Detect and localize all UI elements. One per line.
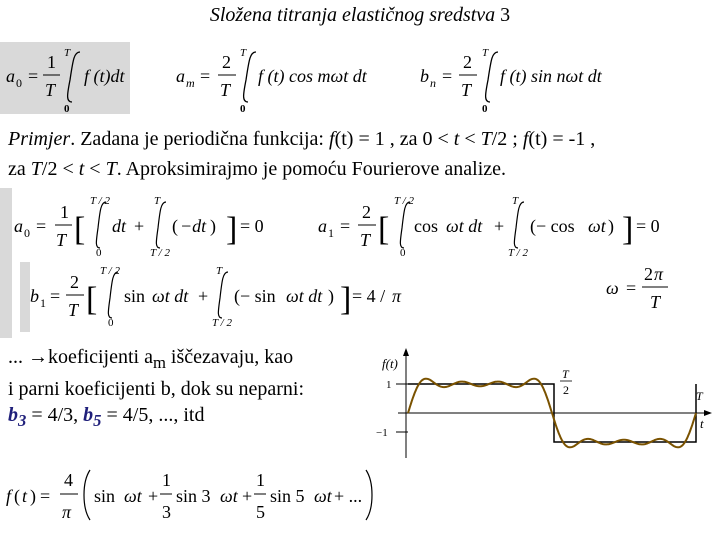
svg-text:T: T [650, 292, 661, 312]
am-lhs: a [176, 66, 185, 86]
svg-text:T / 2: T / 2 [150, 247, 170, 259]
am-den: T [220, 80, 231, 100]
svg-text:]: ] [622, 211, 634, 248]
svg-text:+: + [198, 286, 209, 306]
coefficient-formulas [0, 40, 720, 120]
svg-text:(: ( [172, 216, 178, 236]
svg-text:T: T [216, 265, 223, 277]
svg-text:T: T [360, 230, 371, 250]
svg-text:0: 0 [400, 247, 406, 259]
a0-upper: T [64, 47, 71, 59]
para-lt1: < [459, 128, 481, 150]
svg-text:T / 2: T / 2 [90, 195, 110, 207]
svg-text:[: [ [378, 211, 390, 248]
svg-text:ωt: ωt [220, 486, 238, 506]
bn-formula [420, 47, 603, 115]
para-half1: /2 ; [491, 128, 523, 150]
svg-text:+: + [134, 216, 145, 236]
square-wave-graph [378, 348, 720, 460]
bn-sub: n [430, 76, 436, 90]
svg-text:1: 1 [60, 202, 69, 222]
svg-text:0: 0 [108, 317, 114, 329]
am-num: 2 [222, 52, 231, 72]
svg-text:cos: cos [414, 216, 438, 236]
omega-formula [606, 264, 668, 312]
para-T3: T [105, 158, 117, 180]
svg-text:+: + [148, 486, 159, 506]
coef-b3-val: = 4/3, [26, 404, 84, 426]
a1-computation [318, 195, 660, 259]
a0-den: T [45, 80, 56, 100]
svg-text:=: = [340, 216, 351, 236]
svg-text:1: 1 [328, 226, 334, 240]
a0-lhs: a [6, 66, 15, 86]
svg-text:2: 2 [70, 272, 79, 292]
coef-b5: b [83, 404, 94, 426]
svg-text:[: [ [86, 281, 98, 318]
para-t2: t [78, 158, 85, 180]
svg-text:T: T [68, 300, 79, 320]
b1-computation [30, 265, 402, 329]
bn-lhs: b [420, 66, 429, 86]
svg-text:=: = [36, 216, 47, 236]
coef-b5-val: = 4/5, ..., itd [101, 404, 205, 426]
svg-text:T: T [154, 195, 161, 207]
para-half2: /2 < [41, 158, 79, 180]
graph-y-neg-label: −1 [376, 427, 388, 439]
svg-text:1: 1 [162, 470, 171, 490]
svg-text:a: a [14, 216, 23, 236]
para-T2b: T [30, 158, 42, 180]
bn-integrand: f (t) sin nωt dt [500, 66, 602, 86]
a0-formula [6, 47, 125, 115]
svg-text:ωt dt: ωt dt [286, 286, 323, 306]
svg-text:=: = [50, 286, 61, 306]
conclusion-text [8, 344, 380, 434]
para-eq2: = -1 , [547, 128, 596, 150]
arrow-icon: → [28, 346, 48, 368]
example-label: Primjer [8, 128, 71, 150]
svg-text:ωt dt: ωt dt [446, 216, 483, 236]
svg-text:ω: ω [606, 278, 619, 298]
svg-text:4: 4 [64, 470, 73, 490]
graph-period-label: T [696, 389, 703, 403]
svg-text:b: b [30, 286, 39, 306]
svg-text:2: 2 [362, 202, 371, 222]
para-text-1: . Zadana je periodična funkcija: [70, 128, 329, 150]
a0-num: 1 [47, 52, 56, 72]
svg-text:ωt dt: ωt dt [152, 286, 189, 306]
svg-text:(− cos: (− cos [530, 216, 575, 236]
para-f1-arg: (t) [334, 128, 354, 150]
svg-text:T / 2: T / 2 [394, 195, 414, 207]
svg-text:0: 0 [24, 226, 30, 240]
graph-half-num: T [562, 367, 569, 381]
svg-text:=: = [28, 66, 39, 86]
svg-text:+ ...: + ... [334, 486, 363, 506]
a0-sub: 0 [16, 76, 22, 90]
svg-text:ωt: ωt [124, 486, 142, 506]
svg-text:5: 5 [256, 502, 265, 522]
ellipsis: ... [8, 346, 28, 368]
coef-b3-sub: 3 [18, 411, 27, 430]
svg-text:= 0: = 0 [636, 216, 660, 236]
svg-text:=: = [40, 486, 51, 506]
svg-text:(: ( [14, 486, 20, 506]
svg-text:): ) [608, 216, 614, 236]
graph-half-den: 2 [563, 383, 569, 397]
fourier-series-formula [0, 460, 380, 540]
am-formula [176, 47, 368, 115]
conclusion-line2: i parni koeficijenti b, dok su neparni: [8, 378, 305, 400]
conclusion-line1c: iščezavaju, kao [165, 346, 294, 368]
a0-computation [14, 195, 264, 259]
svg-text:=: = [200, 66, 211, 86]
svg-text:0: 0 [96, 247, 102, 259]
para-lt2: < [84, 158, 106, 180]
svg-text:1: 1 [40, 296, 46, 310]
svg-text:ωt: ωt [314, 486, 332, 506]
coef-b3: b [8, 404, 18, 426]
svg-text:dt: dt [112, 216, 127, 236]
svg-text:f: f [6, 486, 12, 506]
am-sub: m [186, 76, 195, 90]
svg-text:a: a [318, 216, 327, 236]
svg-text:= 4 /: = 4 / [352, 286, 386, 306]
am-upper: T [240, 47, 247, 59]
svg-text:T: T [56, 230, 67, 250]
svg-text:T / 2: T / 2 [212, 317, 232, 329]
svg-text:T / 2: T / 2 [100, 265, 120, 277]
title-text: Složena titranja elastičnog sredstva [209, 4, 496, 26]
para-t1: t [453, 128, 460, 150]
coef-b5-sub: 5 [93, 411, 102, 430]
para-f1: f [329, 128, 335, 150]
svg-text:): ) [328, 286, 334, 306]
svg-text:π: π [62, 502, 72, 522]
svg-text:]: ] [226, 211, 238, 248]
bn-lower: 0 [482, 103, 488, 115]
svg-text:= 0: = 0 [240, 216, 264, 236]
svg-text:+: + [242, 486, 253, 506]
bn-den: T [461, 80, 472, 100]
a0-lower: 0 [64, 103, 70, 115]
am-integrand: f (t) cos mωt dt [258, 66, 367, 86]
svg-text:π: π [654, 264, 664, 284]
para-line2b: . Aproksimirajmo je pomoću Fourierove analize. [116, 158, 507, 180]
computation-formulas [0, 190, 720, 340]
bn-num: 2 [463, 52, 472, 72]
example-paragraph [8, 124, 714, 184]
para-f2-arg: (t) [528, 128, 548, 150]
svg-text:T: T [512, 195, 519, 207]
svg-text:sin 3: sin 3 [176, 486, 211, 506]
svg-text:−dt: −dt [180, 216, 207, 236]
a0-integrand: f (t)dt [84, 66, 125, 86]
svg-text:(− sin: (− sin [234, 286, 276, 306]
para-f2: f [522, 128, 529, 150]
graph-y-pos-label: 1 [386, 379, 392, 391]
bn-upper: T [482, 47, 489, 59]
svg-text:=: = [442, 66, 453, 86]
svg-text:2: 2 [644, 264, 653, 284]
graph-y-label: f(t) [382, 356, 398, 371]
x-axis-arrow-icon [704, 410, 712, 416]
am-lower: 0 [240, 103, 246, 115]
graph-x-label: t [700, 416, 704, 431]
slide-number: 3 [500, 4, 511, 26]
svg-text:sin 5: sin 5 [270, 486, 305, 506]
svg-text:ωt: ωt [588, 216, 606, 236]
page-title [0, 4, 720, 27]
svg-text:T / 2: T / 2 [508, 247, 528, 259]
conclusion-line1: koeficijenti a [48, 346, 153, 368]
para-eq1: = 1 , za 0 < [353, 128, 454, 150]
svg-text:sin: sin [94, 486, 116, 506]
svg-text:): ) [210, 216, 216, 236]
y-axis-arrow-icon [403, 348, 409, 356]
svg-text:[: [ [74, 211, 86, 248]
conclusion-sub-m: m [152, 353, 166, 372]
svg-text:3: 3 [162, 502, 171, 522]
svg-text:=: = [626, 278, 637, 298]
svg-text:]: ] [340, 281, 352, 318]
svg-text:1: 1 [256, 470, 265, 490]
svg-text:sin: sin [124, 286, 146, 306]
svg-text:+: + [494, 216, 505, 236]
svg-text:π: π [392, 286, 402, 306]
svg-text:): ) [30, 486, 36, 506]
para-line2a: za [8, 158, 31, 180]
svg-text:t: t [22, 486, 28, 506]
para-T2a: T [480, 128, 492, 150]
